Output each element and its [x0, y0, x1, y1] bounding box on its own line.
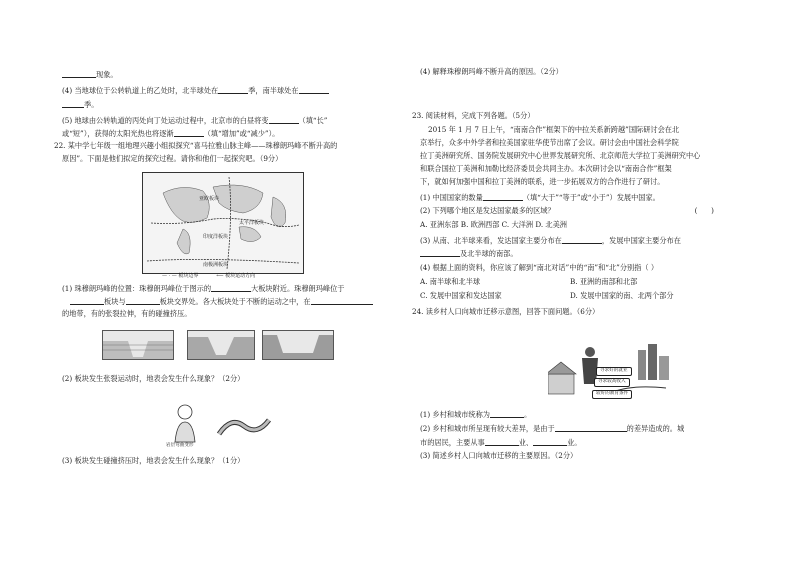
answer-blank[interactable]	[211, 284, 251, 292]
part-3: (3) 板块发生碰撞挤压时，地表会发生什么现象？（1分）	[62, 456, 245, 465]
legend-boundary: — · — 板块边界	[162, 273, 199, 279]
answer-blank[interactable]	[70, 297, 104, 305]
part-4: (4) 解释珠穆朗玛峰不断升高的原因。（2分）	[420, 67, 563, 76]
text-line: 的地带，有的张裂拉伸，有的碰撞挤压。	[62, 309, 192, 318]
question-4: (4) 当地球位于公转轨道上的乙处时，北半球处在 季，南半球处在	[62, 86, 329, 94]
text-line: 市的居民，主要从事 业、 业。	[420, 438, 582, 447]
answer-blank[interactable]	[483, 193, 523, 201]
cartoon-caption: 岩层弯曲变形	[166, 443, 194, 448]
answer-blank[interactable]	[62, 70, 96, 78]
options-line: A. 亚洲东部 B. 欧洲西部 C. 大洋洲 D. 北美洲	[420, 220, 567, 229]
map-label: 太平洋板块	[239, 220, 265, 226]
basin-diagram	[262, 330, 334, 360]
part-24-2: (2) 乡村和城市所呈现有较大差异，是由于 的差异造成的。城	[420, 424, 685, 433]
migration-reason-3: 较好的教育条件	[592, 390, 632, 399]
text-line: 或“短”），获得的太阳光热也将逐渐 （填“增加”或“减少”）。	[62, 129, 280, 138]
text-line: 原因”。下面是他们拟定的探究过程。请你和他们一起探究吧。（9分）	[62, 154, 283, 163]
answer-bracket[interactable]: ( )	[694, 206, 714, 215]
text-line: 现象。	[62, 70, 118, 78]
text-line: 及北半球的南部。	[420, 249, 518, 257]
answer-blank[interactable]	[174, 129, 204, 137]
answer-blank[interactable]	[555, 424, 627, 432]
part-1: (1) 珠穆朗玛峰的位置：珠穆朗玛峰位于图示的 大板块附近。珠穆朗玛峰位于	[62, 284, 345, 293]
plate-map	[142, 172, 304, 274]
option-a: A. 南半球和北半球	[420, 277, 481, 286]
sub-question-1: (1) 中国国家的数量 （填“大于”“等于”或“小于”）发展中国家。	[420, 193, 660, 202]
answer-blank[interactable]	[533, 438, 567, 446]
folded-rock-diagram	[217, 414, 271, 440]
material-line: 拉丁美洲研究所、国务院发展研究中心世界发展研究所、北京师范大学拉丁美洲研究中心	[420, 151, 701, 160]
answer-blank[interactable]	[311, 297, 373, 305]
material-line: 2015 年 1 月 7 日上午，“南南合作”框架下的中拉关系新跨越”国际研讨会在北	[428, 125, 680, 134]
sub-question-2: (2) 下列哪个地区是发达国家最多的区域？ ( )	[420, 206, 714, 215]
rift-diagram	[102, 330, 174, 360]
text-line: 季。	[62, 100, 98, 108]
question-23: 23. 阅读材料，完成下列各题。（5分）	[412, 111, 535, 120]
student-cartoon	[167, 402, 203, 444]
sub-question-3: (3) 从南、北半球来看，发达国家主要分布在 ，发展中国家主要分布在	[420, 236, 681, 245]
question-5: (5) 地球由公转轨道的丙处向丁处运动过程中，北京市的白昼将变 （填“长”	[62, 116, 328, 125]
question-22: 22. 某中学七年级一组地理兴趣小组拟探究“喜马拉雅山脉主峰——珠穆朗玛峰不断升高的	[54, 141, 338, 150]
material-line: 京举行，众多中外学者和拉美国家驻华使节出席了会议。研讨会由中国社会科学院	[420, 138, 679, 147]
plate-map-svg	[143, 173, 303, 273]
part-2: (2) 板块发生张裂运动时，地表会发生什么现象？（2分）	[62, 374, 245, 383]
legend-direction: ⟵ 板块运动方向	[216, 273, 256, 279]
question-24: 24. 读乡村人口向城市迁移示意图，回答下面问题。（6分）	[412, 307, 600, 316]
answer-blank[interactable]	[485, 438, 519, 446]
material-line: 和联合国拉丁美洲和加勒比经济委员会共同主办。本次研讨会以“南南合作”框架	[420, 164, 672, 173]
map-label: 亚欧板块	[199, 196, 220, 202]
answer-blank[interactable]	[490, 410, 524, 418]
option-c: C. 发展中国家和发达国家	[420, 291, 502, 300]
map-legend	[162, 274, 255, 279]
migration-reason-1: 寻求好的就业	[596, 367, 632, 376]
part-24-1: (1) 乡村和城市统称为 。	[420, 410, 532, 419]
option-b: B. 亚洲的南部和北部	[570, 277, 638, 286]
answer-blank[interactable]	[299, 86, 329, 94]
answer-blank[interactable]	[269, 116, 299, 124]
part-24-3: (3) 简述乡村人口向城市迁移的主要原因。（2分）	[420, 451, 578, 460]
map-label: 南极洲板块	[203, 262, 229, 268]
answer-blank[interactable]	[218, 86, 248, 94]
migration-reason-2: 寻求较高收入	[594, 378, 630, 387]
answer-blank[interactable]	[126, 297, 160, 305]
map-label: 印度洋板块	[203, 234, 229, 240]
material-line: 下，就如何加强中国和拉丁美洲的联系，进一步拓展双方的合作进行了研讨。	[420, 177, 665, 186]
answer-blank[interactable]	[62, 100, 84, 108]
text-line: 板块与 板块交界处。各大板块处于不断的运动之中，在	[62, 297, 373, 305]
answer-blank[interactable]	[562, 236, 602, 244]
option-d: D. 发展中国家的南、北两个部分	[570, 291, 674, 300]
valley-diagram	[187, 330, 255, 360]
answer-blank[interactable]	[420, 249, 460, 257]
sub-question-4: (4) 根据上面的资料，你应该了解到“南北对话”中的“南”和“北”分别指（ ）	[420, 263, 659, 272]
